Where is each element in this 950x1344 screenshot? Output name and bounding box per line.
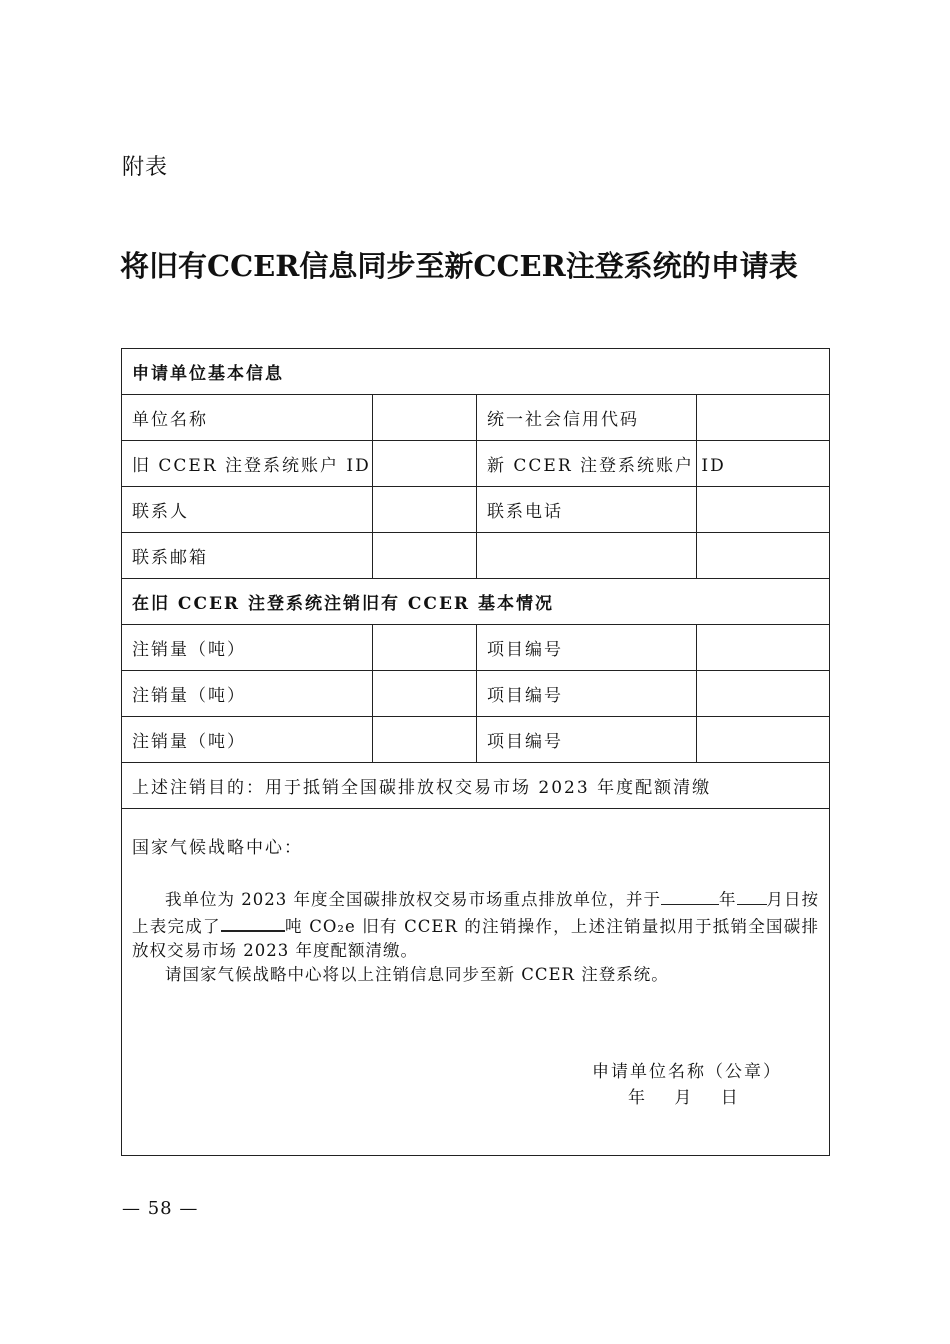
declaration-text: 日按上表完成了 bbox=[132, 890, 820, 936]
table-row bbox=[122, 487, 830, 533]
month-label: 月 bbox=[766, 890, 785, 909]
cancellation-amount-label: 注销量（吨） bbox=[122, 717, 373, 763]
year-label: 年 bbox=[719, 890, 737, 909]
cancellation-row bbox=[122, 671, 830, 717]
credit-code-field[interactable] bbox=[697, 395, 830, 441]
phone-label: 联系电话 bbox=[477, 487, 697, 533]
declaration-text: 我单位为 2023 年度全国碳排放权交易市场重点排放单位，并于 bbox=[165, 890, 661, 909]
credit-code-label: 统一社会信用代码 bbox=[477, 395, 697, 441]
cancellation-amount-field[interactable] bbox=[373, 625, 477, 671]
table-row bbox=[122, 441, 830, 487]
signature-block bbox=[592, 1059, 782, 1111]
section-basic-info-header: 申请单位基本信息 bbox=[122, 349, 830, 395]
project-number-label: 项目编号 bbox=[477, 625, 697, 671]
table-row bbox=[122, 395, 830, 441]
declaration-cell bbox=[122, 809, 830, 1156]
purpose-row bbox=[122, 763, 830, 809]
quantity-blank[interactable] bbox=[221, 912, 285, 932]
email-label: 联系邮箱 bbox=[122, 533, 373, 579]
cancellation-purpose: 上述注销目的：用于抵销全国碳排放权交易市场 2023 年度配额清缴 bbox=[122, 763, 830, 809]
section-basic-info-row bbox=[122, 349, 830, 395]
signature-date: 年 月 日 bbox=[628, 1088, 740, 1108]
contact-label: 联系人 bbox=[122, 487, 373, 533]
application-form-table bbox=[121, 348, 830, 1156]
cancellation-row bbox=[122, 717, 830, 763]
project-number-label: 项目编号 bbox=[477, 717, 697, 763]
old-account-label: 旧 CCER 注登系统账户 ID bbox=[122, 441, 373, 487]
cancellation-amount-field[interactable] bbox=[373, 717, 477, 763]
cancellation-amount-label: 注销量（吨） bbox=[122, 671, 373, 717]
empty-cell bbox=[477, 533, 697, 579]
declaration-paragraph-1 bbox=[132, 886, 819, 963]
declaration-greeting: 国家气候战略中心： bbox=[132, 838, 303, 858]
declaration-row bbox=[122, 809, 830, 1156]
project-number-field[interactable] bbox=[697, 625, 830, 671]
project-number-label: 项目编号 bbox=[477, 671, 697, 717]
declaration-text: 吨 CO₂e 旧有 CCER 的注销操作，上述注销量拟用于抵销全国碳排放权交易市场 2023 年度配额清缴。 bbox=[132, 917, 819, 960]
page-number: — 58 — bbox=[122, 1198, 199, 1219]
phone-field[interactable] bbox=[697, 487, 830, 533]
unit-name-field[interactable] bbox=[373, 395, 477, 441]
signature-label: 申请单位名称（公章） bbox=[592, 1062, 782, 1082]
email-field[interactable] bbox=[373, 533, 477, 579]
unit-name-label: 单位名称 bbox=[122, 395, 373, 441]
form-title: 将旧有CCER信息同步至新CCER注登系统的申请表 bbox=[120, 249, 798, 283]
old-account-field[interactable] bbox=[373, 441, 477, 487]
section-cancellation-header: 在旧 CCER 注登系统注销旧有 CCER 基本情况 bbox=[122, 579, 830, 625]
year-blank[interactable] bbox=[661, 886, 719, 905]
new-account-label: 新 CCER 注登系统账户 ID bbox=[477, 441, 697, 487]
cancellation-amount-field[interactable] bbox=[373, 671, 477, 717]
month-blank[interactable] bbox=[737, 886, 767, 905]
declaration-body bbox=[132, 886, 819, 987]
project-number-field[interactable] bbox=[697, 717, 830, 763]
appendix-label: 附表 bbox=[122, 155, 169, 180]
cancellation-row bbox=[122, 625, 830, 671]
contact-field[interactable] bbox=[373, 487, 477, 533]
project-number-field[interactable] bbox=[697, 671, 830, 717]
empty-cell bbox=[697, 533, 830, 579]
section-cancellation-row bbox=[122, 579, 830, 625]
cancellation-amount-label: 注销量（吨） bbox=[122, 625, 373, 671]
declaration-paragraph-2: 请国家气候战略中心将以上注销信息同步至新 CCER 注登系统。 bbox=[165, 965, 669, 984]
table-row bbox=[122, 533, 830, 579]
